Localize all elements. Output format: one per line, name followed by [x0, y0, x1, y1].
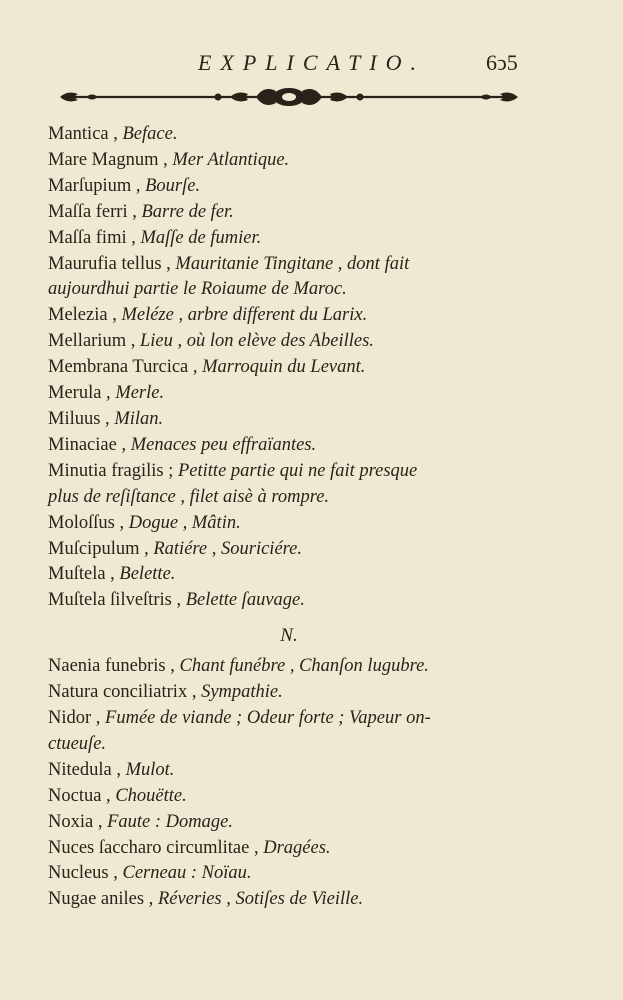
- ornamental-rule: [58, 82, 520, 112]
- latin-term: Nuces ſaccharo circumlitae ,: [48, 837, 259, 858]
- latin-term: Miluus ,: [48, 408, 110, 429]
- latin-term: Muſtela ſilveſtris ,: [48, 590, 182, 611]
- entry: [48, 784, 530, 810]
- entry: [48, 252, 530, 304]
- entry: [48, 861, 530, 887]
- french-gloss: Sympathie.: [201, 682, 283, 703]
- french-gloss: Fumée de viande ; Odeur forte ; Vapeur on-: [105, 708, 431, 729]
- latin-term: Melezia ,: [48, 305, 117, 326]
- entry: [48, 654, 530, 680]
- entry: [48, 174, 530, 200]
- french-gloss: Beface.: [122, 124, 178, 144]
- latin-term: Nucleus ,: [48, 863, 118, 884]
- latin-term: Muſcipulum ,: [48, 538, 149, 559]
- page-number: 6ↄ5: [486, 50, 518, 75]
- entry: [48, 355, 530, 381]
- entry: [48, 200, 530, 226]
- entry: [48, 562, 530, 588]
- french-gloss: Lieu , où lon elève des Abeilles.: [139, 331, 374, 352]
- latin-term: Maſſa ferri ,: [48, 201, 137, 222]
- glossary-entries: [48, 122, 530, 913]
- french-gloss: Cerneau : Noïau.: [122, 863, 252, 884]
- french-gloss-continuation: aujourdhui partie le Roiaume de Maroc.: [48, 279, 347, 300]
- french-gloss: Belette ſauvage.: [185, 590, 305, 611]
- entry: [48, 511, 530, 537]
- latin-term: Nugae aniles ,: [48, 889, 154, 910]
- entry: [48, 810, 530, 836]
- french-gloss: Merle.: [115, 383, 165, 404]
- french-gloss: Faute : Domage.: [107, 811, 233, 832]
- latin-term: Mantica ,: [48, 124, 118, 144]
- latin-term: Naenia funebris ,: [48, 656, 175, 677]
- french-gloss: Chouëtte.: [115, 785, 187, 806]
- french-gloss-continuation: ctueuſe.: [48, 733, 107, 754]
- french-gloss: Meléze , arbre different du Larix.: [121, 305, 368, 326]
- french-gloss: Maſſe de fumier.: [140, 227, 262, 248]
- french-gloss: Petitte partie qui ne fait presque: [178, 460, 418, 481]
- entry: [48, 588, 530, 614]
- entry: [48, 459, 530, 511]
- latin-term: Membrana Turcica ,: [48, 357, 198, 378]
- entry: [48, 706, 530, 758]
- latin-term: Moloſſus ,: [48, 512, 125, 533]
- french-gloss: Mer Atlantique.: [172, 149, 290, 170]
- latin-term: Noctua ,: [48, 785, 111, 806]
- french-gloss: Réveries , Sotiſes de Vieille.: [157, 889, 364, 910]
- latin-term: Noxia ,: [48, 811, 103, 832]
- entry: [48, 433, 530, 459]
- latin-term: Maurufia tellus ,: [48, 253, 171, 274]
- french-gloss: Dogue , Mâtin.: [128, 512, 241, 533]
- french-gloss: Chant funébre , Chanſon lugubre.: [179, 656, 429, 677]
- french-gloss: Barre de fer.: [141, 201, 234, 222]
- french-gloss: Bourſe.: [145, 175, 201, 196]
- french-gloss: Menaces peu effraïantes.: [130, 434, 317, 455]
- entry: [48, 226, 530, 252]
- latin-term: Nidor ,: [48, 708, 101, 729]
- entry: [48, 381, 530, 407]
- french-gloss: Mauritanie Tingitane , dont fait: [175, 253, 410, 274]
- latin-term: Nitedula ,: [48, 759, 121, 780]
- entry: [48, 407, 530, 433]
- french-gloss: Mulot.: [125, 759, 175, 780]
- entry: [48, 537, 530, 563]
- french-gloss: Ratiére , Souriciére.: [153, 538, 303, 559]
- latin-term: Maſſa fimi ,: [48, 227, 136, 248]
- entry: [48, 122, 530, 148]
- french-gloss-continuation: plus de reſiſtance , filet aisè à rompre.: [48, 486, 330, 507]
- latin-term: Muſtela ,: [48, 564, 115, 585]
- entry: [48, 303, 530, 329]
- french-gloss: Belette.: [119, 564, 176, 585]
- latin-term: Minaciae ,: [48, 434, 127, 455]
- french-gloss: Dragées.: [263, 837, 331, 858]
- french-gloss: Milan.: [114, 408, 164, 429]
- latin-term: Merula ,: [48, 383, 111, 404]
- entry: [48, 329, 530, 355]
- entry: [48, 836, 530, 862]
- latin-term: Mare Magnum ,: [48, 149, 168, 170]
- entry: [48, 148, 530, 174]
- latin-term: Mellarium ,: [48, 331, 136, 352]
- latin-term: Marſupium ,: [48, 175, 141, 196]
- latin-term: Natura conciliatrix ,: [48, 682, 197, 703]
- entry: [48, 680, 530, 706]
- entry: [48, 758, 530, 784]
- running-title: EXPLICATIO.: [197, 50, 426, 75]
- french-gloss: Marroquin du Levant.: [202, 357, 366, 378]
- latin-term: Minutia fragilis ;: [48, 460, 174, 481]
- section-heading: N.: [280, 625, 298, 647]
- entry: [48, 887, 530, 913]
